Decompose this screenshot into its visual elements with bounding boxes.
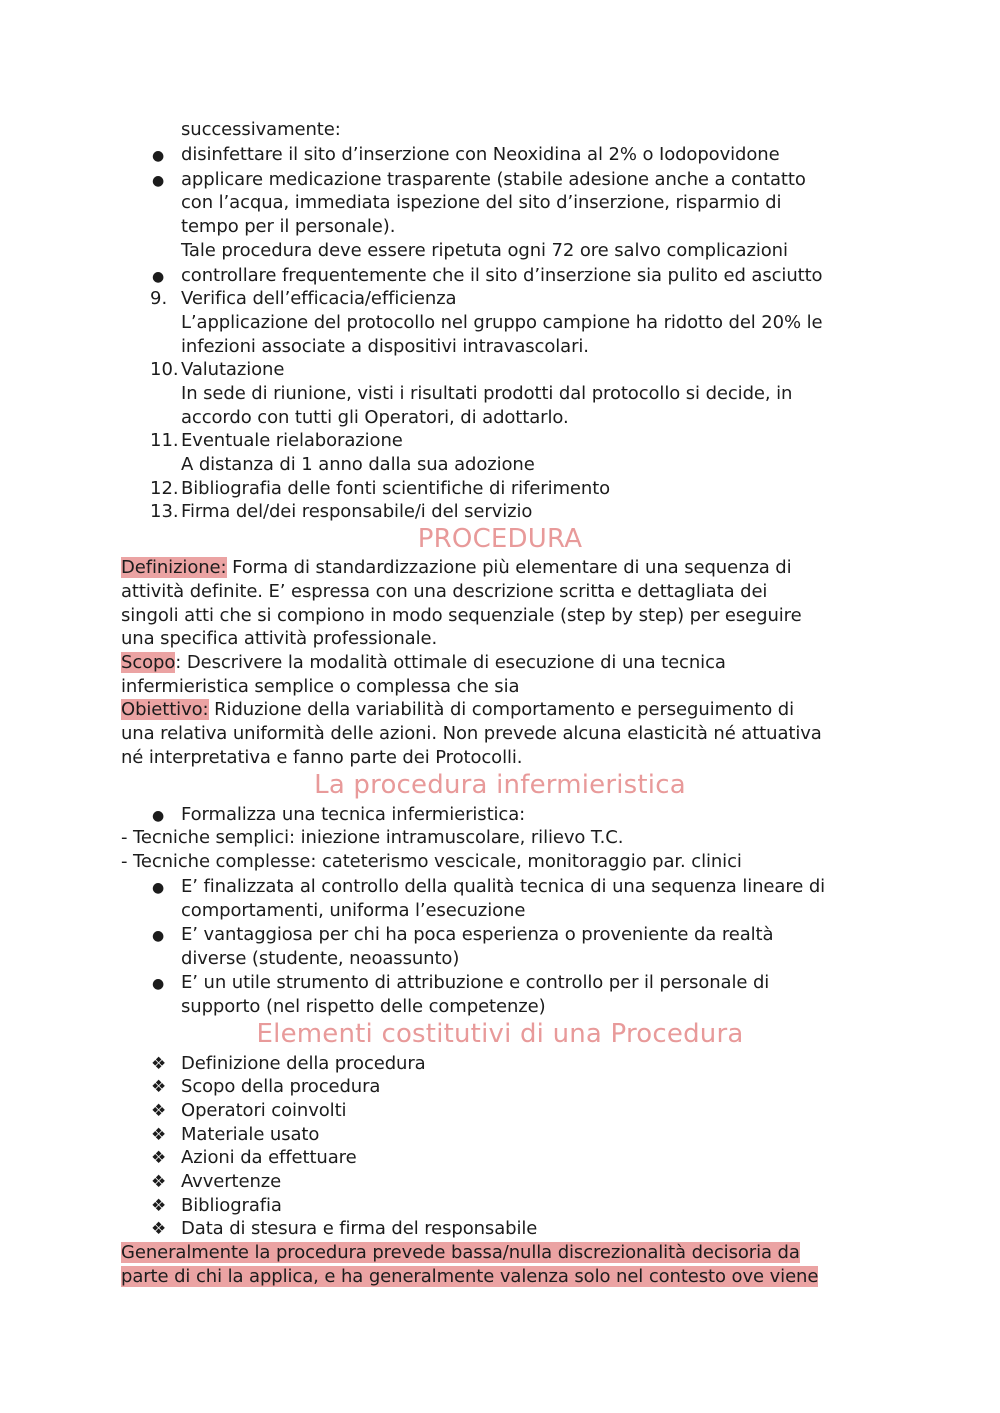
definizione-text: una specifica attività professionale. [121,628,438,649]
list-item-text: applicare medicazione trasparente (stabile adesione anche a contatto [181,169,806,190]
list-number: 12. [150,478,179,499]
list-item-text: infezioni associate a dispositivi intravascolari. [181,336,589,357]
list-item-text: Eventuale rielaborazione [181,430,403,451]
list-item-text: Verifica dell’efficacia/efficienza [181,288,457,309]
diamond-bullet-icon: ❖ [151,1219,167,1239]
elemento-item: Definizione della procedura [181,1053,426,1074]
diamond-bullet-icon: ❖ [151,1077,167,1097]
definizione-paragraph [121,556,792,580]
diamond-bullet-icon: ❖ [151,1172,167,1192]
list-item-text: In sede di riunione, visti i risultati prodotti dal protocollo si decide, in [181,383,793,404]
list-item-text: accordo con tutti gli Operatori, di adottarlo. [181,407,569,428]
scopo-text: infermieristica semplice o complessa che sia [121,676,520,697]
section-heading-elementi: Elementi costitutivi di una Procedura [256,1019,744,1049]
list-item-text: Formalizza una tecnica infermieristica: [181,804,526,825]
highlighted-text: Generalmente la procedura prevede bassa/nulla discrezionalità decisoria da [121,1242,800,1263]
list-item-text: E’ un utile strumento di attribuzione e controllo per il personale di [181,972,770,993]
list-item-text: Valutazione [181,359,285,380]
list-item-text: diverse (studente, neoassunto) [181,948,460,969]
list-item-text: con l’acqua, immediata ispezione del sito d’inserzione, risparmio di [181,192,782,213]
elemento-item: Operatori coinvolti [181,1100,347,1121]
bullet-marker: ● [152,808,165,824]
diamond-bullet-icon: ❖ [151,1101,167,1121]
list-number: 10. [150,359,179,380]
bullet-marker: ● [152,269,165,285]
obiettivo-paragraph [121,698,794,722]
list-item-text: controllare frequentemente che il sito d’inserzione sia pulito ed asciutto [181,265,823,286]
obiettivo-text: una relativa uniformità delle azioni. Non prevede alcuna elasticità né attuativa [121,723,822,744]
list-item-text: A distanza di 1 anno dalla sua adozione [181,454,535,475]
elemento-item: Bibliografia [181,1195,282,1216]
list-item-text: disinfettare il sito d’inserzione con Neoxidina al 2% o Iodopovidone [181,144,780,165]
section-heading-procedura: PROCEDURA [417,524,583,554]
diamond-bullet-icon: ❖ [151,1054,167,1074]
list-item-text: supporto (nel rispetto delle competenze) [181,996,546,1017]
diamond-bullet-icon: ❖ [151,1196,167,1216]
section-heading-infermieristica: La procedura infermieristica [314,770,686,800]
elemento-item: Materiale usato [181,1124,320,1145]
bullet-marker: ● [152,976,165,992]
definizione-text: singoli atti che si compiono in modo sequenziale (step by step) per eseguire [121,605,802,626]
definizione-label: Definizione: [121,557,227,578]
list-item-text: E’ vantaggiosa per chi ha poca esperienza o proveniente da realtà [181,924,774,945]
elemento-item: Avvertenze [181,1171,282,1192]
list-item-text: L’applicazione del protocollo nel gruppo campione ha ridotto del 20% le [181,312,823,333]
obiettivo-text: né interpretativa e fanno parte dei Protocolli. [121,747,523,768]
elemento-item: Scopo della procedura [181,1076,381,1097]
obiettivo-text: Riduzione della variabilità di comportamento e perseguimento di [208,699,794,720]
closing-paragraph-line [121,1265,818,1289]
list-item-text: tempo per il personale). [181,216,396,237]
list-number: 11. [150,430,179,451]
elemento-item: Azioni da effettuare [181,1147,357,1168]
elemento-item: Data di stesura e firma del responsabile [181,1218,538,1239]
bullet-marker: ● [152,880,165,896]
list-item-text: Firma del/dei responsabile/i del servizio [181,501,533,522]
bullet-marker: ● [152,148,165,164]
list-continuation-text: successivamente: [181,119,341,140]
list-item-text: comportamenti, uniforma l’esecuzione [181,900,526,921]
list-number: 13. [150,501,179,522]
list-item-text: E’ finalizzata al controllo della qualità tecnica di una sequenza lineare di [181,876,826,897]
scopo-label: Scopo [121,652,176,673]
list-number: 9. [150,288,168,309]
list-item-text: Tale procedura deve essere ripetuta ogni 72 ore salvo complicazioni [181,240,788,261]
dash-item-text: - Tecniche semplici: iniezione intramuscolare, rilievo T.C. [121,827,624,848]
scopo-text: : Descrivere la modalità ottimale di esecuzione di una tecnica [175,652,726,673]
diamond-bullet-icon: ❖ [151,1125,167,1145]
dash-item-text: - Tecniche complesse: cateterismo vescicale, monitoraggio par. clinici [121,851,742,872]
highlighted-text: parte di chi la applica, e ha generalmente valenza solo nel contesto ove viene [121,1266,819,1287]
closing-paragraph-line [121,1241,800,1265]
bullet-marker: ● [152,928,165,944]
obiettivo-label: Obiettivo: [121,699,209,720]
definizione-text: attività definite. E’ espressa con una descrizione scritta e dettagliata dei [121,581,768,602]
definizione-text: Forma di standardizzazione più elementare di una sequenza di [226,557,792,578]
diamond-bullet-icon: ❖ [151,1148,167,1168]
bullet-marker: ● [152,173,165,189]
scopo-paragraph [121,651,726,675]
list-item-text: Bibliografia delle fonti scientifiche di riferimento [181,478,611,499]
